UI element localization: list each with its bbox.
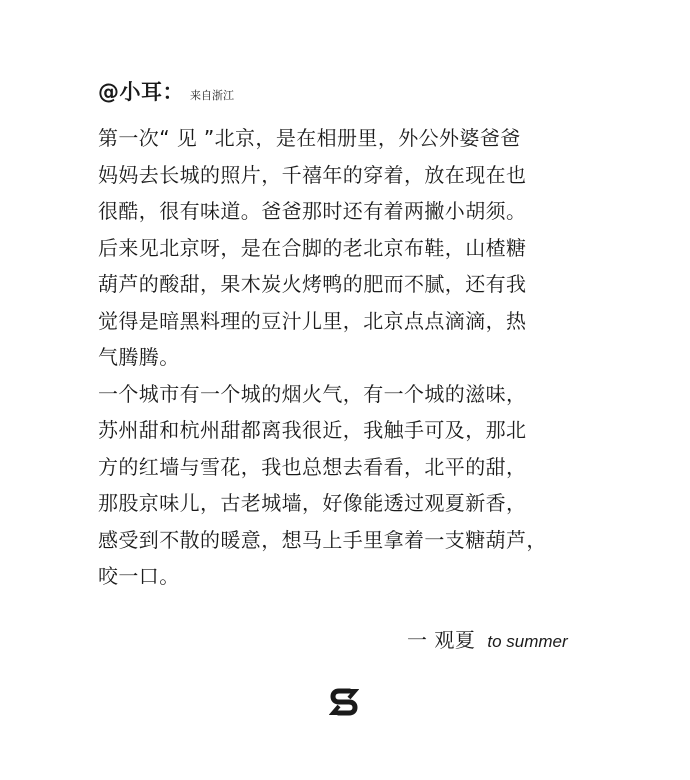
text-line: 妈妈去长城的照片，千禧年的穿着，放在现在也 xyxy=(98,162,527,187)
author-location: 来自浙江 xyxy=(190,89,234,102)
text-line: 苏州甜和杭州甜都离我很近，我触手可及，那北 xyxy=(98,418,527,442)
text-line: 气腾腾。 xyxy=(98,345,180,369)
text-line: 感受到不散的暖意，想马上手里拿着一支糖葫芦， xyxy=(98,527,547,552)
post-header xyxy=(98,76,234,106)
brand-s-logo-icon xyxy=(329,687,359,717)
text-line: 一个城市有一个城的烟火气，有一个城的滋味， xyxy=(98,381,527,406)
text-line: 方的红墙与雪花，我也总想去看看，北平的甜， xyxy=(98,454,527,479)
text-line: 第一次“ 见 ”北京，是在相册里，外公外婆爸爸 xyxy=(98,126,521,150)
article-body xyxy=(98,120,598,595)
paragraph xyxy=(98,120,598,376)
text-line: 觉得是暗黑料理的豆汁儿里，北京点点滴滴，热 xyxy=(98,308,527,333)
text-line: 后来见北京呀，是在合脚的老北京布鞋，山楂糖 xyxy=(98,235,527,260)
text-line: 那股京味儿，古老城墙，好像能透过观夏新香， xyxy=(98,491,527,515)
paragraph xyxy=(98,376,598,595)
signature-chinese: 一 观夏 xyxy=(407,628,476,652)
author-handle: @小耳： xyxy=(98,80,184,104)
text-line: 很酷，很有味道。爸爸那时还有着两撇小胡须。 xyxy=(98,199,527,223)
signature-english: to summer xyxy=(487,632,568,651)
text-line: 咬一口。 xyxy=(98,564,180,588)
signature xyxy=(407,624,568,653)
text-line: 葫芦的酸甜，果木炭火烤鸭的肥而不腻，还有我 xyxy=(98,272,527,296)
